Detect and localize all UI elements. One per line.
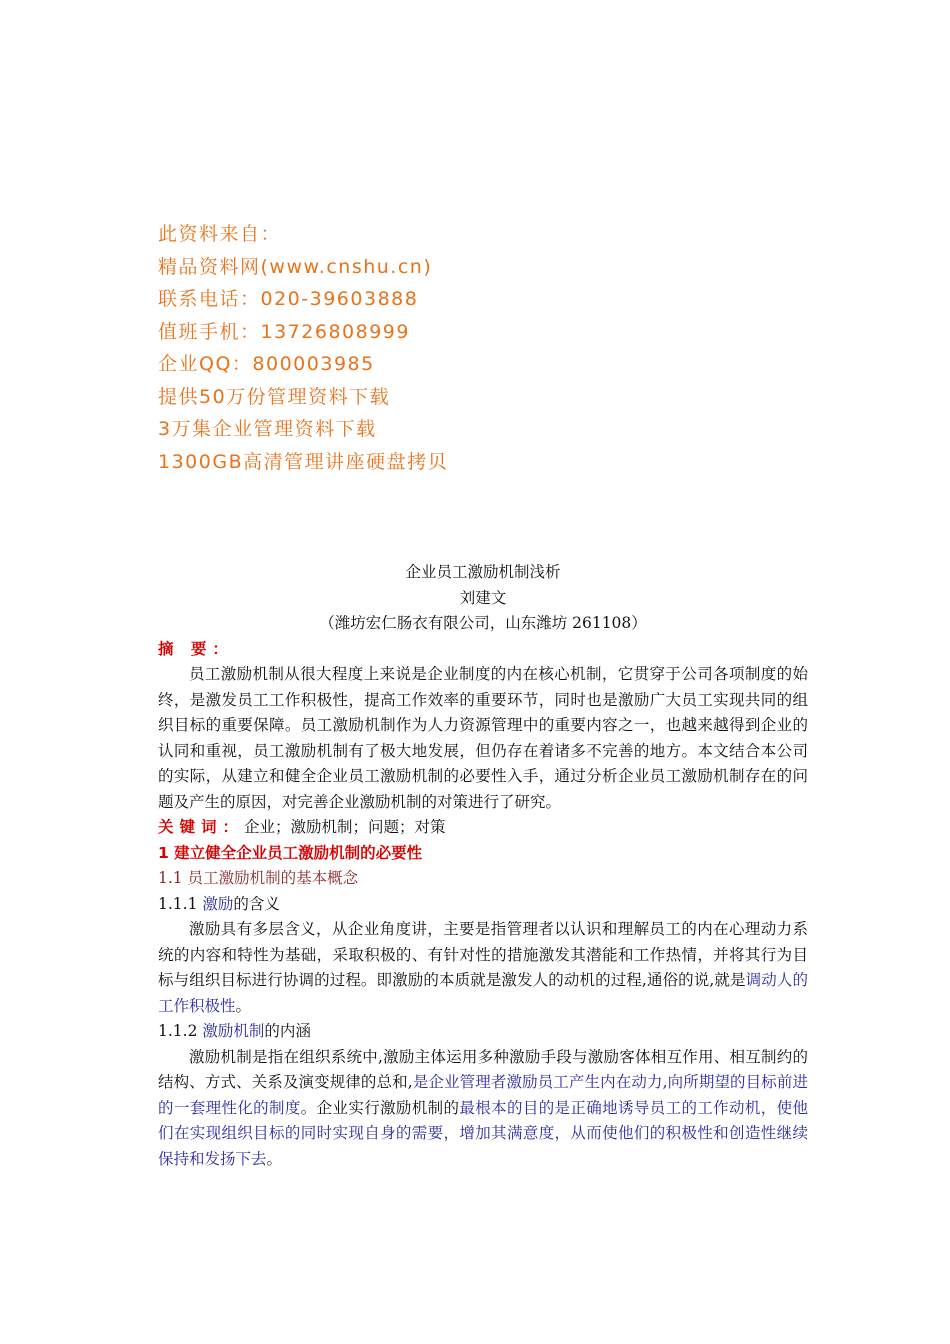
paragraph-2 <box>158 1045 808 1173</box>
ad-line: 提供50万份管理资料下载 <box>158 385 391 408</box>
section-heading-1: 1 建立健全企业员工激励机制的必要性 <box>158 843 423 862</box>
abstract-text: 员工激励机制从很大程度上来说是企业制度的内在核心机制，它贯穿于公司各项制度的始终，是激发员工工作积极性，提高工作效率的重要环节，同时也是激励广大员工实现共同的组织目标的重要保障。员工激励机制作为人力资源管理中的重要内容之一，也越来越得到企业的认同和重视，员工激励机制有了极大地发展，但仍存在着诸多不完善的地方。本文结合本公司的实际，从建立和健全企业员工激励机制的必要性入手，通过分析企业员工激励机制存在的问题及产生的原因，对完善企业激励机制的对策进行了研究。 <box>158 665 808 811</box>
ad-line: 联系电话：020-39603888 <box>158 288 419 310</box>
ad-line: 3万集企业管理资料下载 <box>158 418 377 440</box>
section-rest: 的含义 <box>233 894 280 913</box>
highlight-text: 调动人的工作积极性 <box>158 971 808 1015</box>
paragraph-text: 。 <box>266 1149 283 1168</box>
section-number: 1.1.2 <box>158 1022 203 1040</box>
document-body <box>158 560 808 1172</box>
document-title: 企业员工激励机制浅析 <box>405 563 561 581</box>
section-term: 激励 <box>202 894 234 913</box>
ad-line: 企业QQ：800003985 <box>158 353 375 375</box>
ad-line: 1300GB高清管理讲座硬盘拷贝 <box>158 450 449 473</box>
paragraph-text: 。企业实行激励机制的 <box>300 1098 460 1117</box>
keywords-line <box>158 815 808 841</box>
highlight-text: 是企业管理者激励员工产生内在动力,向所期望的目标前进的一套理性化的制度 <box>158 1073 808 1117</box>
section-heading-1-1-1 <box>158 892 808 918</box>
section-heading-1-1: 1.1 员工激励机制的基本概念 <box>158 869 359 887</box>
section-heading-1-1-2 <box>158 1019 808 1045</box>
section-rest: 的内涵 <box>264 1022 311 1040</box>
keywords-text: 企业；激励机制；问题；对策 <box>244 818 446 836</box>
affiliation: （潍坊宏仁肠衣有限公司，山东潍坊 261108） <box>319 614 647 632</box>
author: 刘建文 <box>459 588 507 607</box>
abstract-heading <box>158 637 808 663</box>
ad-line: 精品资料网(www.cnshu.cn) <box>158 255 433 278</box>
paragraph-text: 。 <box>235 996 252 1015</box>
section-number: 1.1.1 <box>158 894 203 913</box>
section-term: 激励机制 <box>202 1022 265 1040</box>
ad-line: 此资料来自： <box>158 223 282 245</box>
ad-banner <box>158 218 448 478</box>
paragraph-text: 激励机制是指在组织系统中,激励主体运用多种激励手段与激励客体相互作用、相互制约的结构、方式、关系及演变规律的总和, <box>158 1047 808 1091</box>
highlight-text: 最根本的目的是正确地诱导员工的工作动机，使他们在实现组织目标的同时实现自身的需要，增加其满意度，从而使他们的积极性和创造性继续保持和发扬下去 <box>158 1098 808 1168</box>
abstract-label: 摘 要： <box>158 639 234 658</box>
keywords-label: 关键词： <box>158 818 245 836</box>
paragraph-text: 激励具有多层含义，从企业角度讲，主要是指管理者以认识和理解员工的内在心理动力系统的内容和特性为基础，采取积极的、有针对性的措施激发其潜能和工作热情，并将其行为目标与组织目标进行协调的过程。即激励的本质就是激发人的动机的过程,通俗的说,就是 <box>158 920 808 989</box>
ad-line: 值班手机：13726808999 <box>158 320 410 343</box>
paragraph-1 <box>158 917 808 1019</box>
